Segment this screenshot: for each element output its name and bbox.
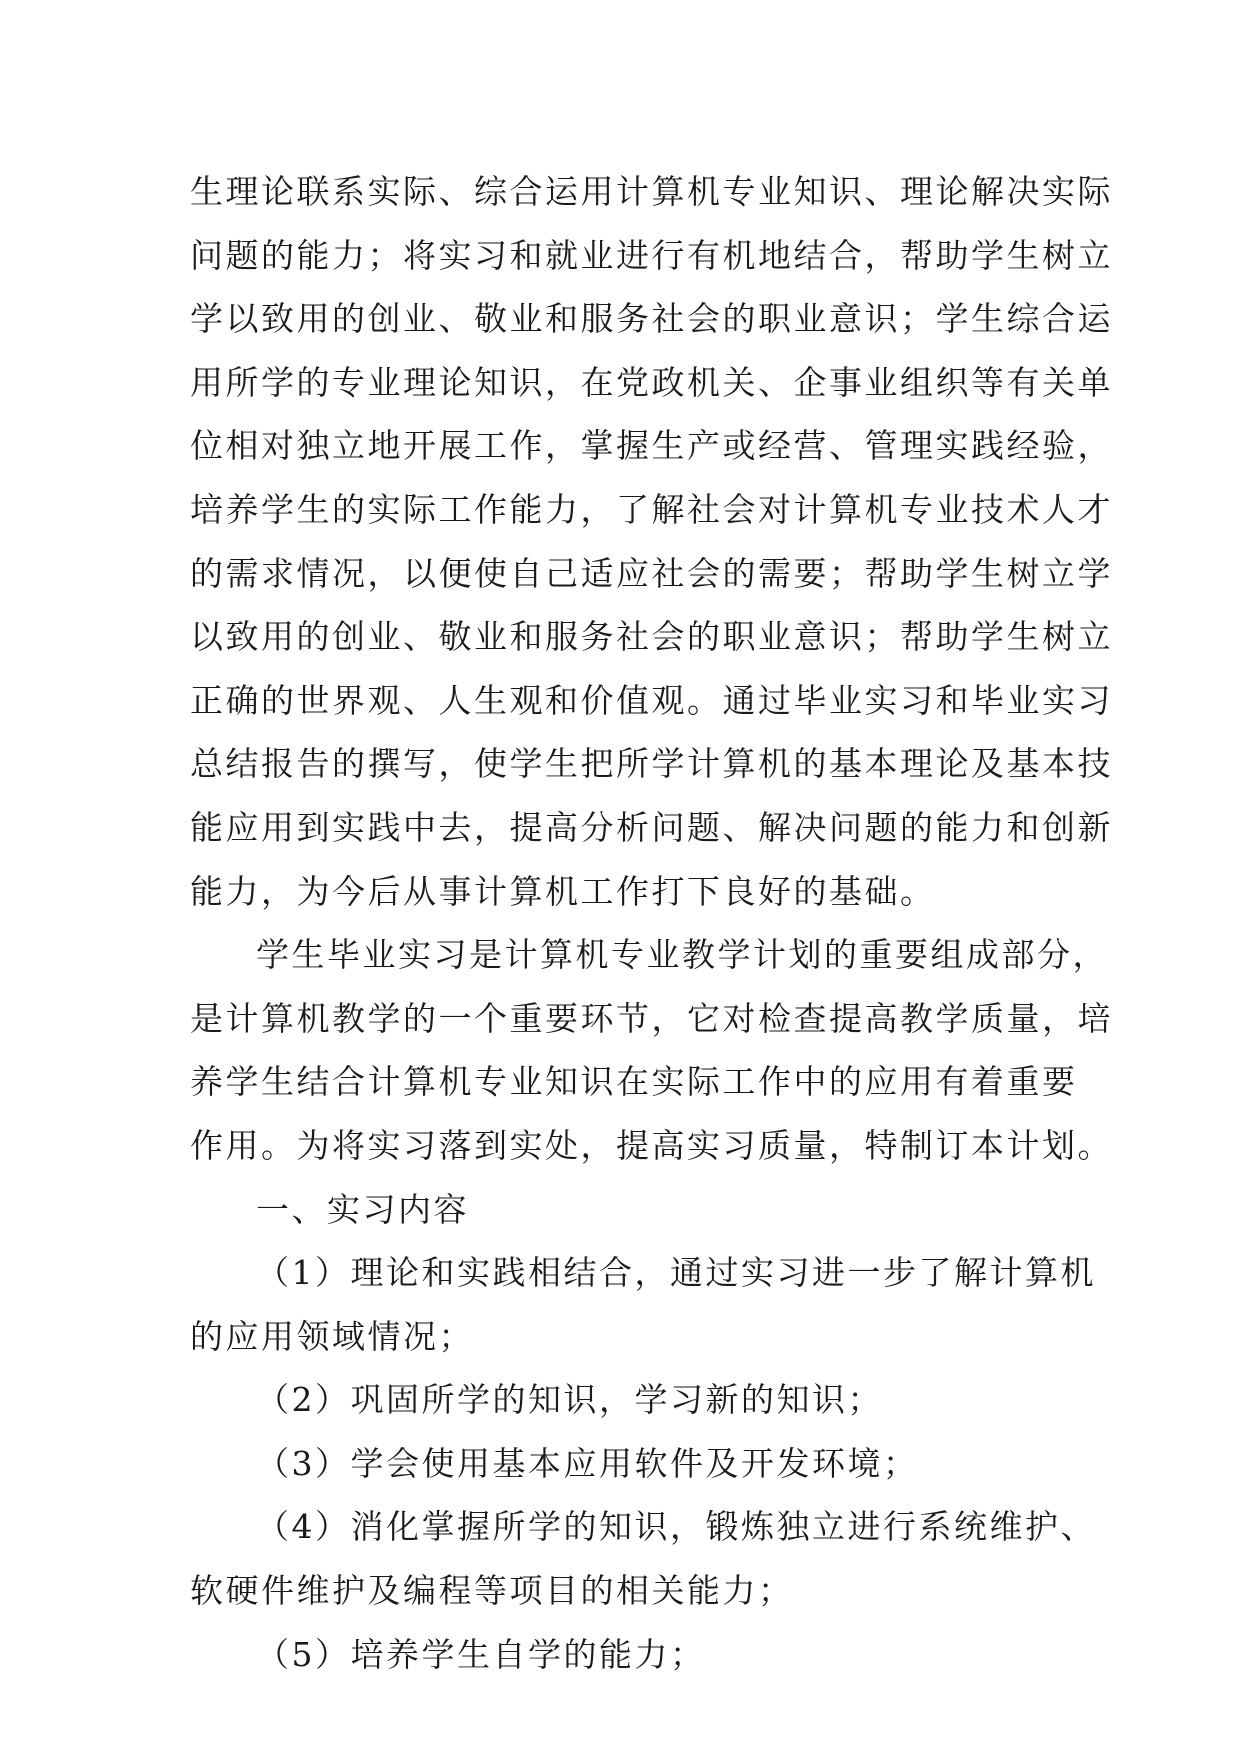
document-body bbox=[190, 160, 1113, 1686]
list-item: （3）学会使用基本应用软件及开发环境； bbox=[256, 1443, 919, 1483]
section-heading: 一、实习内容 bbox=[256, 1189, 469, 1229]
paragraph-start-line: 学生毕业实习是计算机专业教学计划的重要组成部分， bbox=[256, 935, 1108, 975]
list-item: （1）理论和实践相结合，通过实习进一步了解计算机 bbox=[256, 1253, 1096, 1293]
text-line: 的需求情况，以便使自己适应社会的需要；帮助学生树立学 bbox=[190, 553, 1113, 593]
list-item-continuation: 软硬件维护及编程等项目的相关能力； bbox=[190, 1571, 794, 1611]
text-line: 总结报告的撰写，使学生把所学计算机的基本理论及基本技 bbox=[190, 744, 1113, 784]
text-line: 用所学的专业理论知识，在党政机关、企事业组织等有关单 bbox=[190, 362, 1113, 402]
list-item: （2）巩固所学的知识，学习新的知识； bbox=[256, 1380, 883, 1420]
text-line: 问题的能力；将实习和就业进行有机地结合，帮助学生树立 bbox=[190, 235, 1113, 275]
text-line: 养学生结合计算机专业知识在实际工作中的应用有着重要 bbox=[190, 1062, 1078, 1102]
text-line: 正确的世界观、人生观和价值观。通过毕业实习和毕业实习 bbox=[190, 680, 1113, 720]
list-item: （4）消化掌握所学的知识，锻炼独立进行系统维护、 bbox=[256, 1507, 1096, 1547]
text-line: 培养学生的实际工作能力，了解社会对计算机专业技术人才 bbox=[190, 489, 1113, 529]
list-item-continuation: 的应用领域情况； bbox=[190, 1316, 474, 1356]
text-line: 位相对独立地开展工作，掌握生产或经营、管理实践经验， bbox=[190, 426, 1113, 466]
text-line: 是计算机教学的一个重要环节，它对检查提高教学质量，培 bbox=[190, 998, 1113, 1038]
text-line: 能应用到实践中去，提高分析问题、解决问题的能力和创新 bbox=[190, 807, 1113, 847]
text-line: 作用。为将实习落到实处，提高实习质量，特制订本计划。 bbox=[190, 1125, 1113, 1165]
text-line: 以致用的创业、敬业和服务社会的职业意识；帮助学生树立 bbox=[190, 617, 1113, 657]
text-line: 学以致用的创业、敬业和服务社会的职业意识；学生综合运 bbox=[190, 299, 1113, 339]
text-line: 能力，为今后从事计算机工作打下良好的基础。 bbox=[190, 871, 936, 911]
text-line: 生理论联系实际、综合运用计算机专业知识、理论解决实际 bbox=[190, 172, 1113, 211]
list-item: （5）培养学生自学的能力； bbox=[256, 1634, 706, 1674]
